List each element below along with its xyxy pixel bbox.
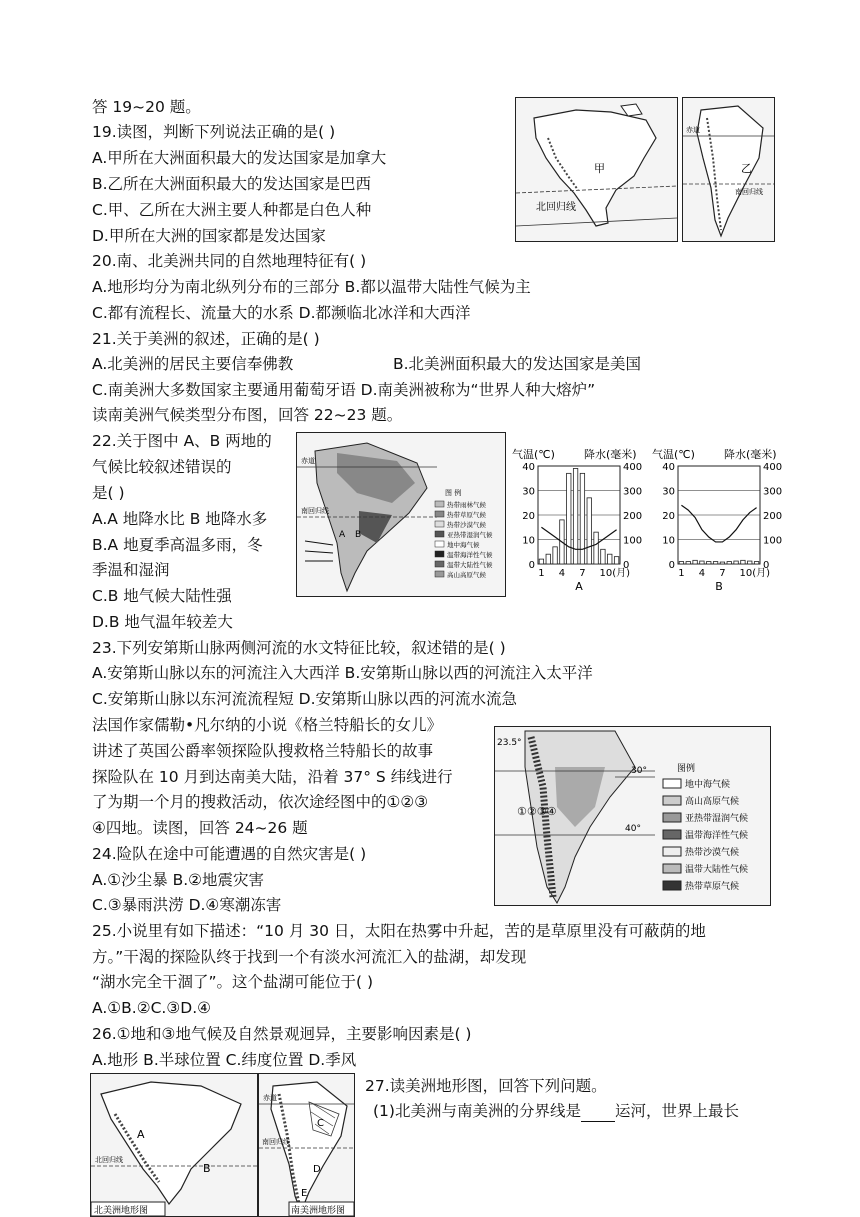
text-line: 答 19~20 题。 bbox=[92, 98, 201, 116]
legend-title: 图例 bbox=[677, 764, 696, 774]
precip-bar bbox=[720, 562, 724, 564]
temp-tick: 20 bbox=[522, 511, 535, 522]
legend-item: 高山高原气候 bbox=[685, 797, 740, 807]
legend-item: 温带海洋性气候 bbox=[685, 831, 749, 841]
temp-tick: 40 bbox=[522, 462, 535, 473]
legend-item: 地中海气候 bbox=[685, 780, 731, 790]
x-tick: 1 bbox=[678, 568, 685, 579]
question-22-cont: 气候比较叙述错误的 bbox=[92, 458, 232, 476]
climate-chart-a bbox=[510, 446, 650, 594]
temp-tick: 0 bbox=[528, 560, 535, 571]
legend-item: 亚热带湿润气候 bbox=[685, 814, 749, 824]
south-america-map-small bbox=[682, 97, 775, 242]
label-e: E bbox=[301, 1188, 308, 1199]
precip-bar bbox=[614, 557, 618, 564]
point-b: B bbox=[355, 530, 362, 540]
question-24: 24.险队在途中可能遭遇的自然灾害是( ) bbox=[92, 845, 367, 863]
question-25-cont: 方。”干渴的探险队终于找到一个有淡水河流汇入的盐湖，却发现 bbox=[92, 948, 527, 966]
climate-chart-b bbox=[650, 446, 792, 594]
precip-tick: 300 bbox=[763, 486, 783, 498]
x-tick: 10(月) bbox=[739, 568, 771, 579]
legend-item: 亚热带湿润气候 bbox=[447, 531, 493, 539]
temp-axis-label: 气温(℃) bbox=[652, 448, 695, 461]
option-22c: C.B 地气候大陆性强 bbox=[92, 587, 232, 605]
caption-north: 北美洲地形图 bbox=[94, 1206, 149, 1216]
chart-name: B bbox=[715, 580, 723, 593]
question-20: 20.南、北美洲共同的自然地理特征有( ) bbox=[92, 252, 367, 270]
option-19a: A.甲所在大洲面积最大的发达国家是加拿大 bbox=[92, 149, 387, 167]
precip-bar bbox=[734, 561, 738, 564]
x-tick: 1 bbox=[538, 568, 545, 579]
precip-bar bbox=[748, 561, 752, 564]
south-tropic-label: 南回归线 bbox=[301, 507, 329, 515]
option-19b: B.乙所在大洲面积最大的发达国家是巴西 bbox=[92, 175, 372, 193]
option-21b: B.北美洲面积最大的发达国家是美国 bbox=[393, 355, 642, 373]
x-tick: 7 bbox=[579, 568, 586, 579]
temp-tick: 30 bbox=[522, 486, 535, 498]
precip-tick: 100 bbox=[763, 535, 783, 547]
legend-item: 热带草原气候 bbox=[685, 882, 740, 892]
option-22a: A.A 地降水比 B 地降水多 bbox=[92, 510, 268, 528]
north-america-map bbox=[515, 97, 678, 242]
precip-axis-label: 降水(毫米) bbox=[724, 448, 777, 461]
north-america-topo-map bbox=[90, 1073, 258, 1217]
chart-name: A bbox=[575, 580, 583, 593]
passage-line: 法国作家儒勒•凡尔纳的小说《格兰特船长的女儿》 bbox=[92, 716, 443, 734]
north-tropic-label: 北回归线 bbox=[536, 202, 576, 213]
precip-bar bbox=[608, 554, 612, 564]
temp-tick: 10 bbox=[662, 535, 675, 547]
precip-tick: 200 bbox=[763, 511, 783, 522]
precip-tick: 200 bbox=[623, 511, 643, 522]
temp-axis-label: 气温(℃) bbox=[512, 448, 555, 461]
temp-tick: 0 bbox=[668, 560, 675, 571]
precip-bar bbox=[601, 549, 605, 564]
option-22b-cont: 季温和湿润 bbox=[92, 561, 170, 579]
lat-label: 30° bbox=[631, 766, 647, 776]
legend-item: 高山高原气候 bbox=[447, 571, 486, 579]
q27-1-text-cont: 运河，世界上最长 bbox=[614, 1102, 739, 1120]
precip-bar bbox=[707, 562, 711, 564]
caption-south: 南美洲地形图 bbox=[291, 1206, 346, 1216]
precip-tick: 400 bbox=[623, 462, 643, 473]
question-22: 22.关于图中 A、B 两地的 bbox=[92, 432, 272, 450]
precip-bar bbox=[539, 559, 543, 564]
question-25: 25.小说里有如下描述：“10 月 30 日，太阳在热雾中升起，苦的是草原里没有可蔽荫的地 bbox=[92, 922, 706, 940]
legend-item: 热带沙漠气候 bbox=[447, 521, 486, 529]
precip-tick: 300 bbox=[623, 486, 643, 498]
question-22-cont: 是( ) bbox=[92, 484, 125, 502]
question-25-cont: “湖水完全干涸了”。这个盐湖可能位于( ) bbox=[92, 973, 374, 991]
label-yi: 乙 bbox=[741, 162, 752, 175]
option-20ab: A.地形均分为南北纵列分布的三部分 B.都以温带大陆性气候为主 bbox=[92, 278, 531, 296]
option-24cd: C.③暴雨洪涝 D.④寒潮冻害 bbox=[92, 896, 282, 914]
answer-blank bbox=[581, 1107, 615, 1122]
temp-tick: 10 bbox=[522, 535, 535, 547]
precip-bar bbox=[587, 498, 591, 564]
precip-tick: 0 bbox=[623, 560, 630, 571]
option-20cd: C.都有流程长、流量大的水系 D.都濒临北冰洋和大西洋 bbox=[92, 304, 471, 322]
precip-bar bbox=[727, 562, 731, 564]
legend-item: 热带草原气候 bbox=[447, 511, 486, 519]
question-27-1 bbox=[373, 1100, 739, 1122]
precip-bar bbox=[686, 562, 690, 564]
label-c: C bbox=[317, 1118, 324, 1129]
legend-title: 图 例 bbox=[445, 489, 462, 497]
x-tick: 4 bbox=[698, 568, 706, 579]
x-tick: 4 bbox=[558, 568, 566, 579]
label-b: B bbox=[203, 1162, 211, 1175]
equator-label: 赤道 bbox=[263, 1094, 277, 1102]
temp-tick: 40 bbox=[662, 462, 675, 473]
question-26: 26.①地和③地气候及自然景观迥异，主要影响因素是( ) bbox=[92, 1025, 472, 1043]
lat-label: 23.5° bbox=[497, 738, 522, 748]
label-d: D bbox=[313, 1164, 321, 1175]
label-a: A bbox=[137, 1128, 145, 1141]
legend-item: 温带大陆性气候 bbox=[447, 561, 493, 569]
point-a: A bbox=[339, 530, 346, 540]
route-points: ①②③④ bbox=[517, 805, 557, 818]
south-america-climate-map bbox=[296, 432, 506, 597]
precip-bar bbox=[741, 560, 745, 564]
precip-bar bbox=[700, 561, 704, 564]
x-tick: 10(月) bbox=[599, 568, 631, 579]
legend-item: 温带大陆性气候 bbox=[685, 865, 749, 875]
option-24ab: A.①沙尘暴 B.②地震灾害 bbox=[92, 871, 265, 889]
passage-line: ④四地。读图，回答 24~26 题 bbox=[92, 819, 308, 837]
precip-bar bbox=[713, 562, 717, 564]
q27-1-text: (1)北美洲与南美洲的分界线是 bbox=[373, 1102, 581, 1120]
legend-item: 温带海洋性气候 bbox=[447, 551, 493, 559]
text-line: 读南美洲气候类型分布图，回答 22~23 题。 bbox=[92, 406, 403, 424]
x-tick: 7 bbox=[719, 568, 726, 579]
south-america-topo-map bbox=[258, 1073, 355, 1217]
option-22d: D.B 地气温年较差大 bbox=[92, 613, 233, 631]
legend-item: 热带沙漠气候 bbox=[685, 848, 740, 858]
equator-label: 赤道 bbox=[686, 126, 700, 134]
precip-tick: 100 bbox=[623, 535, 643, 547]
precip-tick: 400 bbox=[763, 462, 783, 473]
precip-bar bbox=[754, 562, 758, 564]
passage-line: 了为期一个月的搜救活动，依次途经图中的①②③ bbox=[92, 793, 429, 811]
precip-bar bbox=[580, 473, 584, 564]
precip-bar bbox=[693, 560, 697, 564]
legend-item: 热带雨林气候 bbox=[447, 501, 486, 509]
precip-bar bbox=[567, 473, 571, 564]
question-19: 19.读图，判断下列说法正确的是( ) bbox=[92, 123, 336, 141]
option-23ab: A.安第斯山脉以东的河流注入大西洋 B.安第斯山脉以西的河流注入太平洋 bbox=[92, 664, 593, 682]
option-26: A.地形 B.半球位置 C.纬度位置 D.季风 bbox=[92, 1051, 357, 1069]
south-america-37s-map bbox=[494, 726, 771, 906]
legend-item: 地中海气候 bbox=[447, 541, 480, 549]
precip-bar bbox=[546, 554, 550, 564]
option-23cd: C.安第斯山脉以东河流流程短 D.安第斯山脉以西的河流水流急 bbox=[92, 690, 518, 708]
option-25: A.①B.②C.③D.④ bbox=[92, 999, 212, 1017]
lat-label: 40° bbox=[625, 824, 641, 834]
north-tropic-label: 北回归线 bbox=[95, 1156, 123, 1164]
option-21cd: C.南美洲大多数国家主要通用葡萄牙语 D.南美洲被称为“世界人种大熔炉” bbox=[92, 381, 596, 399]
temp-tick: 20 bbox=[662, 511, 675, 522]
temp-tick: 30 bbox=[662, 486, 675, 498]
passage-line: 讲述了英国公爵率领探险队搜救格兰特船长的故事 bbox=[92, 742, 434, 760]
label-jia: 甲 bbox=[594, 162, 605, 175]
question-21: 21.关于美洲的叙述，正确的是( ) bbox=[92, 330, 320, 348]
precip-bar bbox=[679, 562, 683, 564]
precip-bar bbox=[553, 547, 557, 564]
passage-line: 探险队在 10 月到达南美大陆，沿着 37° S 纬线进行 bbox=[92, 768, 453, 786]
option-22b: B.A 地夏季高温多雨，冬 bbox=[92, 536, 263, 554]
option-19d: D.甲所在大洲的国家都是发达国家 bbox=[92, 227, 326, 245]
precip-tick: 0 bbox=[763, 560, 770, 571]
precip-bar bbox=[594, 532, 598, 564]
option-21a: A.北美洲的居民主要信奉佛教 bbox=[92, 355, 294, 373]
option-19c: C.甲、乙所在大洲主要人种都是白色人种 bbox=[92, 201, 372, 219]
south-tropic-label: 南回归线 bbox=[735, 188, 763, 196]
precip-axis-label: 降水(毫米) bbox=[584, 448, 637, 461]
question-27: 27.读美洲地形图，回答下列问题。 bbox=[365, 1077, 607, 1095]
south-tropic-label: 南回归线 bbox=[262, 1138, 290, 1146]
equator-label: 赤道 bbox=[301, 457, 315, 465]
question-23: 23.下列安第斯山脉两侧河流的水文特征比较，叙述错的是( ) bbox=[92, 639, 506, 657]
